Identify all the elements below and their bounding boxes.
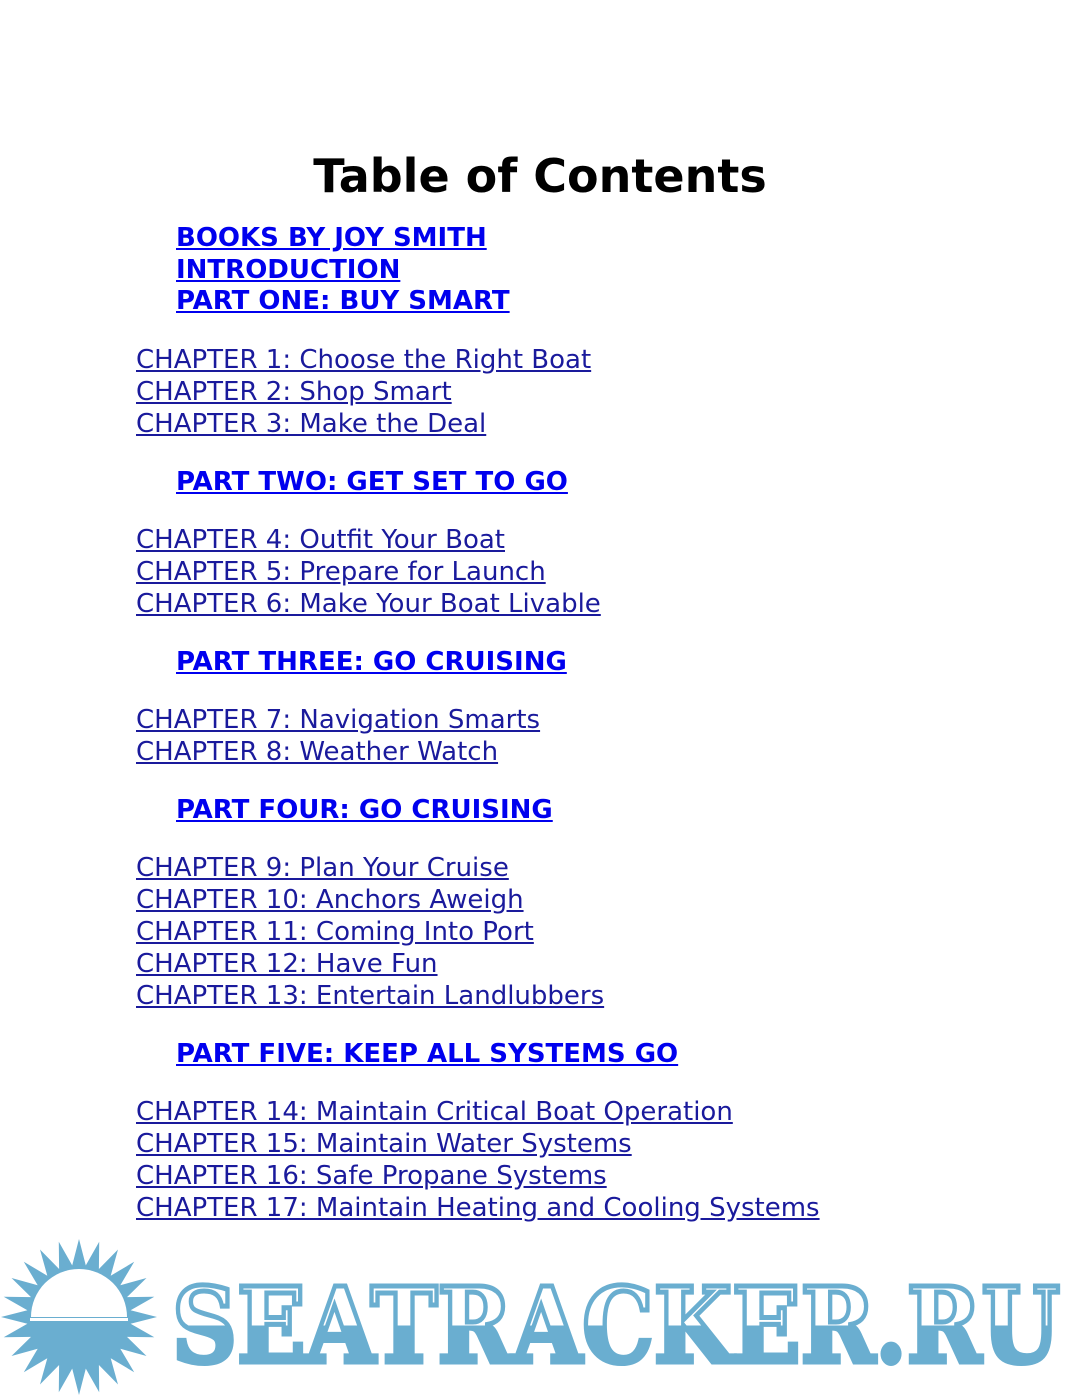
page-title: Table of Contents <box>313 149 767 203</box>
toc-section-part-three <box>0 704 1080 768</box>
watermark-graphic <box>0 1238 1080 1397</box>
watermark-text: SEATRACKER.RU <box>172 1264 1060 1387</box>
toc-part-four-heading <box>0 794 1080 826</box>
toc-link-chapter-8[interactable]: CHAPTER 8: Weather Watch <box>136 736 499 767</box>
toc-part-three-heading <box>0 646 1080 678</box>
toc-link-books-by-joy-smith[interactable]: BOOKS BY JOY SMITH <box>176 223 487 253</box>
toc-section-part-five <box>0 1096 1080 1224</box>
toc-link-chapter-17[interactable]: CHAPTER 17: Maintain Heating and Cooling Systems <box>136 1192 820 1223</box>
toc-link-chapter-16[interactable]: CHAPTER 16: Safe Propane Systems <box>136 1160 607 1191</box>
toc-link-chapter-12[interactable]: CHAPTER 12: Have Fun <box>136 948 438 979</box>
toc-link-chapter-4[interactable]: CHAPTER 4: Outfit Your Boat <box>136 524 505 555</box>
toc-link-introduction[interactable]: INTRODUCTION <box>176 254 401 285</box>
toc-link-part-five[interactable]: PART FIVE: KEEP ALL SYSTEMS GO <box>176 1038 679 1069</box>
toc-front-matter <box>0 223 1080 318</box>
toc-link-chapter-10[interactable]: CHAPTER 10: Anchors Aweigh <box>136 884 524 915</box>
toc-link-chapter-3[interactable]: CHAPTER 3: Make the Deal <box>136 408 487 439</box>
toc-link-chapter-14[interactable]: CHAPTER 14: Maintain Critical Boat Operation <box>136 1096 733 1127</box>
toc-link-part-one[interactable]: PART ONE: BUY SMART <box>176 286 510 316</box>
watermark <box>0 1238 1080 1397</box>
table-of-contents <box>0 223 1080 1250</box>
toc-link-part-two[interactable]: PART TWO: GET SET TO GO <box>176 466 568 497</box>
toc-section-part-one <box>0 344 1080 440</box>
toc-section-part-four <box>0 852 1080 1012</box>
toc-link-chapter-7[interactable]: CHAPTER 7: Navigation Smarts <box>136 704 541 735</box>
toc-link-chapter-13[interactable]: CHAPTER 13: Entertain Landlubbers <box>136 980 605 1011</box>
toc-part-two-heading <box>0 466 1080 498</box>
toc-link-part-four[interactable]: PART FOUR: GO CRUISING <box>176 794 553 825</box>
toc-link-chapter-2[interactable]: CHAPTER 2: Shop Smart <box>136 376 452 407</box>
toc-link-chapter-5[interactable]: CHAPTER 5: Prepare for Launch <box>136 556 546 587</box>
toc-link-part-three[interactable]: PART THREE: GO CRUISING <box>176 646 567 677</box>
toc-part-five-heading <box>0 1038 1080 1070</box>
toc-link-chapter-6[interactable]: CHAPTER 6: Make Your Boat Livable <box>136 588 601 619</box>
toc-section-part-two <box>0 524 1080 620</box>
toc-link-chapter-9[interactable]: CHAPTER 9: Plan Your Cruise <box>136 852 509 883</box>
toc-link-chapter-15[interactable]: CHAPTER 15: Maintain Water Systems <box>136 1128 632 1159</box>
toc-link-chapter-11[interactable]: CHAPTER 11: Coming Into Port <box>136 916 534 947</box>
toc-link-chapter-1[interactable]: CHAPTER 1: Choose the Right Boat <box>136 344 592 375</box>
sun-icon <box>1 1239 157 1395</box>
